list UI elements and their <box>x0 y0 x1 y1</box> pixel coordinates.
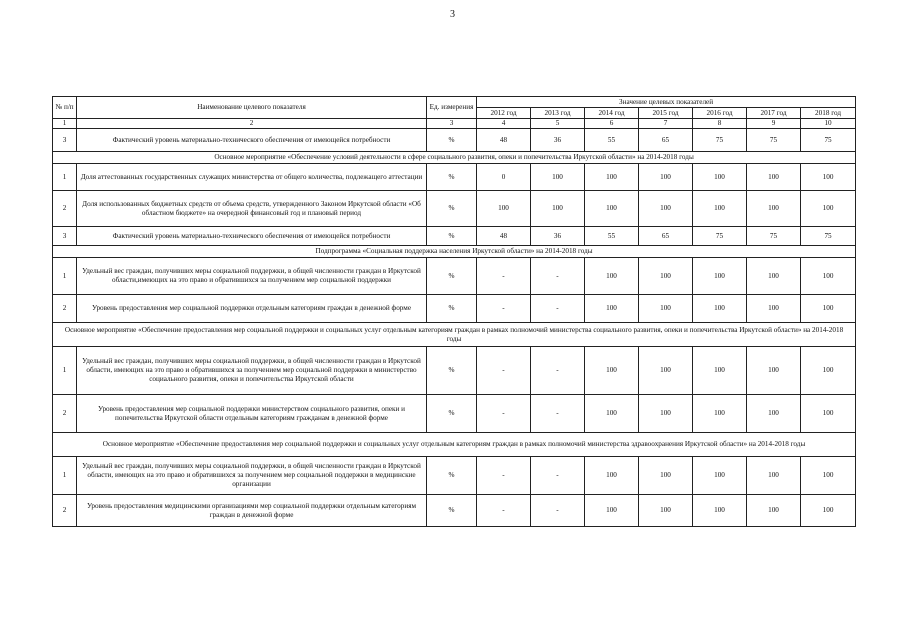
column-number: 5 <box>531 119 585 129</box>
value-cell: 100 <box>639 258 693 295</box>
table-row <box>53 164 856 191</box>
indicator-name: Фактический уровень материально-технического обеспечения от имеющейся потребности <box>77 129 427 152</box>
header-values-group: Значение целевых показателей <box>477 97 856 108</box>
value-cell: 100 <box>747 191 801 227</box>
value-cell: - <box>531 258 585 295</box>
value-cell: 100 <box>693 495 747 527</box>
value-cell: 48 <box>477 227 531 246</box>
column-number: 6 <box>585 119 639 129</box>
value-cell: - <box>477 457 531 495</box>
value-cell: 100 <box>747 295 801 323</box>
header-year: 2015 год <box>639 108 693 119</box>
value-cell: 100 <box>801 457 856 495</box>
value-cell: - <box>477 258 531 295</box>
header-year: 2014 год <box>585 108 639 119</box>
value-cell: 36 <box>531 129 585 152</box>
value-cell: 100 <box>585 395 639 433</box>
indicator-name: Уровень предоставления мер социальной поддержки министерством социального развития, опеки и попечительства Иркутской области отдельным категориям гражданам в денежной форме <box>77 395 427 433</box>
value-cell: 100 <box>693 295 747 323</box>
unit-cell: % <box>427 457 477 495</box>
indicator-name: Удельный вес граждан, получивших меры социальной поддержки, в общей численности граждан в Иркутской области, имеющих на это право и обратившихся за получением мер социальной поддержки в министерство социального развития, опеки и попечительства Иркутской области <box>77 347 427 395</box>
table-row <box>53 395 856 433</box>
section-title: Основное мероприятие «Обеспечение условий деятельности в сфере социального развития, опеки и попечительства Иркутской области» на 2014-2018 годы <box>53 152 856 164</box>
column-number: 10 <box>801 119 856 129</box>
value-cell: 100 <box>747 495 801 527</box>
value-cell: 100 <box>639 395 693 433</box>
unit-cell: % <box>427 347 477 395</box>
column-number: 7 <box>639 119 693 129</box>
value-cell: 75 <box>747 227 801 246</box>
unit-cell: % <box>427 295 477 323</box>
value-cell: 100 <box>801 395 856 433</box>
table-row <box>53 227 856 246</box>
table-row <box>53 457 856 495</box>
value-cell: 100 <box>585 191 639 227</box>
row-number: 1 <box>53 164 77 191</box>
value-cell: 100 <box>639 191 693 227</box>
section-title: Основное мероприятие «Обеспечение предоставления мер социальной поддержки и социальных услуг отдельным категориям граждан в рамках полномочий министерства социального развития, опеки и попечительства Иркутской области» на 2014-2018 годы <box>53 323 856 347</box>
row-number: 2 <box>53 191 77 227</box>
section-row <box>53 433 856 457</box>
value-cell: - <box>531 495 585 527</box>
value-cell: 100 <box>639 295 693 323</box>
value-cell: 100 <box>585 164 639 191</box>
header-year: 2013 год <box>531 108 585 119</box>
section-title: Подпрограмма «Социальная поддержка населения Иркутской области» на 2014-2018 годы <box>53 246 856 258</box>
column-number: 3 <box>427 119 477 129</box>
indicator-name: Удельный вес граждан, получивших меры социальной поддержки, в общей численности граждан в Иркутской области, имеющих на это право и обратившихся за получением мер социальной поддержки в медицинские организации <box>77 457 427 495</box>
table-row <box>53 258 856 295</box>
unit-cell: % <box>427 191 477 227</box>
unit-cell: % <box>427 129 477 152</box>
value-cell: 100 <box>801 347 856 395</box>
value-cell: 75 <box>693 227 747 246</box>
value-cell: 100 <box>801 295 856 323</box>
section-row <box>53 152 856 164</box>
header-year: 2012 год <box>477 108 531 119</box>
value-cell: 55 <box>585 227 639 246</box>
row-number: 3 <box>53 227 77 246</box>
value-cell: 100 <box>747 258 801 295</box>
value-cell: 0 <box>477 164 531 191</box>
table-row <box>53 495 856 527</box>
table-row <box>53 191 856 227</box>
value-cell: 100 <box>585 295 639 323</box>
section-title: Основное мероприятие «Обеспечение предоставления мер социальной поддержки и социальных услуг отдельным категориям граждан в рамках полномочий министерства здравоохранения Иркутской области» на 2014-2018 годы <box>53 433 856 457</box>
indicator-name: Уровень предоставления мер социальной поддержки отдельным категориям граждан в денежной форме <box>77 295 427 323</box>
indicator-name: Удельный вес граждан, получивших меры социальной поддержки, в общей численности граждан в Иркутской области,имеющих на это право и обратившихся за получением мер социальной поддержки <box>77 258 427 295</box>
value-cell: 100 <box>585 347 639 395</box>
indicator-name: Доля аттестованных государственных служащих министерства от общего количества, подлежащего аттестации <box>77 164 427 191</box>
value-cell: 100 <box>801 495 856 527</box>
table-body <box>53 129 856 527</box>
value-cell: 100 <box>747 457 801 495</box>
value-cell: 75 <box>747 129 801 152</box>
value-cell: 100 <box>693 395 747 433</box>
column-number: 2 <box>77 119 427 129</box>
indicator-name: Доля использованных бюджетных средств от объема средств, утвержденного Законом Иркутской области «Об областном бюджете» на очередной финансовый год и плановый период <box>77 191 427 227</box>
header-year: 2018 год <box>801 108 856 119</box>
value-cell: 100 <box>585 457 639 495</box>
row-number: 1 <box>53 347 77 395</box>
value-cell: - <box>477 347 531 395</box>
value-cell: 100 <box>639 347 693 395</box>
value-cell: 100 <box>801 258 856 295</box>
header-no: № п/п <box>53 97 77 119</box>
value-cell: 65 <box>639 129 693 152</box>
column-number: 1 <box>53 119 77 129</box>
column-number: 4 <box>477 119 531 129</box>
row-number: 2 <box>53 295 77 323</box>
value-cell: 100 <box>693 347 747 395</box>
value-cell: - <box>531 347 585 395</box>
page-number: 3 <box>450 9 455 20</box>
value-cell: 100 <box>585 258 639 295</box>
value-cell: 100 <box>747 347 801 395</box>
value-cell: - <box>477 395 531 433</box>
value-cell: 100 <box>693 191 747 227</box>
column-number: 9 <box>747 119 801 129</box>
value-cell: 100 <box>639 164 693 191</box>
header-unit: Ед. измерения <box>427 97 477 119</box>
value-cell: 100 <box>747 395 801 433</box>
value-cell: - <box>477 495 531 527</box>
value-cell: 65 <box>639 227 693 246</box>
row-number: 1 <box>53 258 77 295</box>
value-cell: 48 <box>477 129 531 152</box>
table-row <box>53 347 856 395</box>
value-cell: 100 <box>747 164 801 191</box>
value-cell: 100 <box>531 191 585 227</box>
section-row <box>53 246 856 258</box>
indicator-name: Уровень предоставления медицинскими организациями мер социальной поддержки отдельным категориям граждан в денежной форме <box>77 495 427 527</box>
value-cell: - <box>531 295 585 323</box>
value-cell: - <box>531 457 585 495</box>
value-cell: 100 <box>801 164 856 191</box>
unit-cell: % <box>427 495 477 527</box>
unit-cell: % <box>427 227 477 246</box>
value-cell: 55 <box>585 129 639 152</box>
value-cell: 100 <box>693 164 747 191</box>
value-cell: 75 <box>801 227 856 246</box>
table-row <box>53 129 856 152</box>
indicators-table <box>52 96 856 527</box>
value-cell: 100 <box>801 191 856 227</box>
indicator-name: Фактический уровень материально-технического обеспечения от имеющейся потребности <box>77 227 427 246</box>
value-cell: - <box>477 295 531 323</box>
header-year: 2017 год <box>747 108 801 119</box>
row-number: 3 <box>53 129 77 152</box>
unit-cell: % <box>427 164 477 191</box>
header-name: Наименование целевого показателя <box>77 97 427 119</box>
row-number: 2 <box>53 395 77 433</box>
unit-cell: % <box>427 395 477 433</box>
row-number: 1 <box>53 457 77 495</box>
row-number: 2 <box>53 495 77 527</box>
header-year: 2016 год <box>693 108 747 119</box>
value-cell: 100 <box>639 495 693 527</box>
value-cell: 36 <box>531 227 585 246</box>
value-cell: 100 <box>693 457 747 495</box>
value-cell: 100 <box>531 164 585 191</box>
section-row <box>53 323 856 347</box>
column-number: 8 <box>693 119 747 129</box>
value-cell: 75 <box>801 129 856 152</box>
table-row <box>53 295 856 323</box>
value-cell: - <box>531 395 585 433</box>
column-number-row <box>53 119 856 129</box>
value-cell: 75 <box>693 129 747 152</box>
value-cell: 100 <box>639 457 693 495</box>
value-cell: 100 <box>693 258 747 295</box>
value-cell: 100 <box>477 191 531 227</box>
unit-cell: % <box>427 258 477 295</box>
value-cell: 100 <box>585 495 639 527</box>
